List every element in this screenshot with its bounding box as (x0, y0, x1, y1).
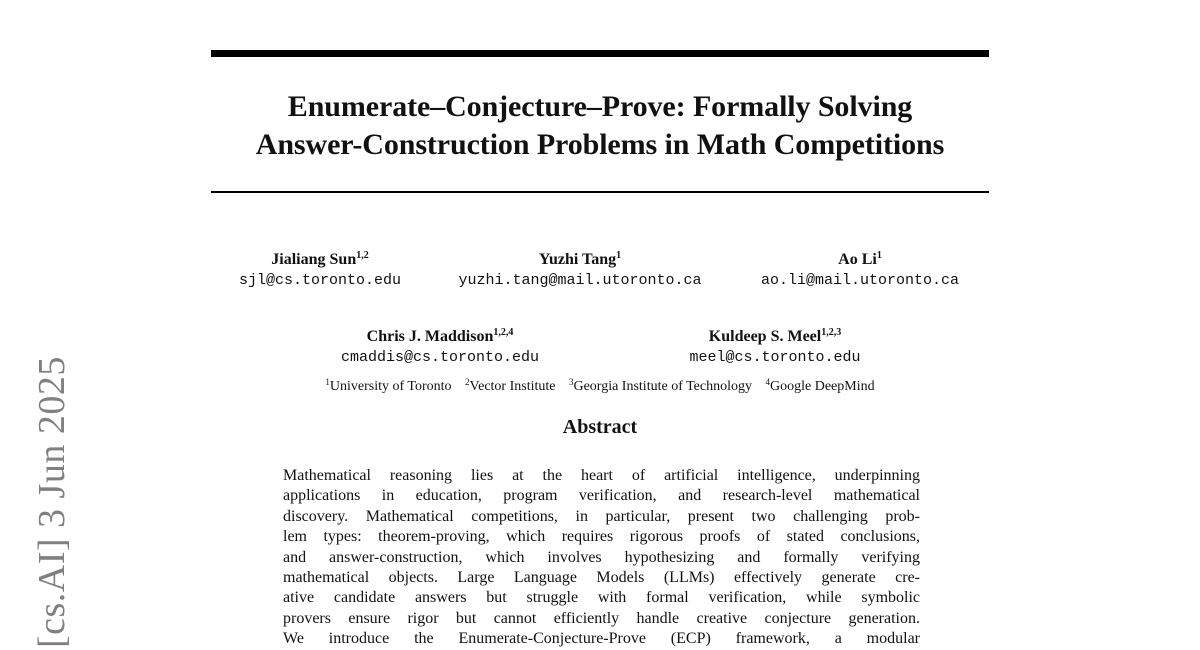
abstract-line: discovery. Mathematical competitions, in particular, present two challenging prob- (283, 507, 920, 525)
author-email: cmaddis@cs.toronto.edu (340, 349, 540, 366)
author-block (650, 327, 900, 368)
abstract-line: Mathematical reasoning lies at the heart of artificial intelligence, underpinning (283, 467, 920, 484)
affiliation: $^4$Google DeepMind (765, 377, 875, 394)
author-name: Yuzhi Tang$^1$ (538, 250, 622, 268)
affiliation: $^3$Georgia Institute of Technology (568, 377, 752, 394)
author-email: meel@cs.toronto.edu (689, 349, 861, 366)
author-block (740, 250, 980, 291)
affiliation: $^2$Vector Institute (465, 377, 556, 394)
affiliation-marks: 1,2 (356, 250, 369, 261)
abstract-line: and answer-construction, which involves hypothesizing and formally verifying (283, 548, 920, 566)
abstract-line: We introduce the Enumerate-Conjecture-Prove (ECP) framework, a modular (283, 630, 920, 648)
abstract-line: lem types: theorem-proving, which requires rigorous proofs of stated conclusions, (283, 528, 920, 546)
author-name: Chris J. Maddison$^{1,2,4}$ (366, 327, 514, 345)
affiliation-marks: 1 (616, 250, 622, 261)
abstract-line: applications in education, program verification, and research-level mathematical (283, 487, 920, 505)
abstract-line: provers ensure rigor but cannot efficiently handle creative conjecture generation. (283, 609, 920, 627)
author-name: Ao Li$^1$ (838, 250, 882, 268)
abstract-text (283, 466, 920, 650)
title-top-rule (211, 50, 989, 57)
author-block (310, 327, 570, 368)
author-email: yuzhi.tang@mail.utoronto.ca (458, 272, 702, 289)
title-line: Answer-Construction Problems in Math Competitions (255, 128, 945, 161)
arxiv-identifier-stamp: [cs.AI] 3 Jun 2025 (31, 356, 73, 648)
abstract-line: mathematical objects. Large Language Models (LLMs) effectively generate cre- (283, 569, 920, 587)
author-email: sjl@cs.toronto.edu (238, 272, 402, 289)
affiliation: $^1$University of Toronto (325, 377, 452, 394)
paper-title (190, 88, 1010, 164)
affiliation-marks: 1,2,4 (493, 327, 514, 338)
affiliation-marks: 1,2,3 (821, 327, 842, 338)
author-block (220, 250, 420, 291)
affiliation-marks: 1 (876, 250, 882, 261)
author-email: ao.li@mail.utoronto.ca (760, 272, 960, 289)
abstract-heading: Abstract (562, 416, 638, 438)
abstract-line: ative candidate answers but struggle with formal verification, while symbolic (283, 589, 920, 607)
author-name: Kuldeep S. Meel$^{1,2,3}$ (708, 327, 842, 345)
author-block (430, 250, 730, 291)
author-name: Jialiang Sun$^{1,2}$ (271, 250, 369, 268)
title-bottom-rule (211, 191, 989, 193)
affiliations-line (160, 379, 1040, 395)
title-line: Enumerate–Conjecture–Prove: Formally Solving (287, 90, 913, 123)
